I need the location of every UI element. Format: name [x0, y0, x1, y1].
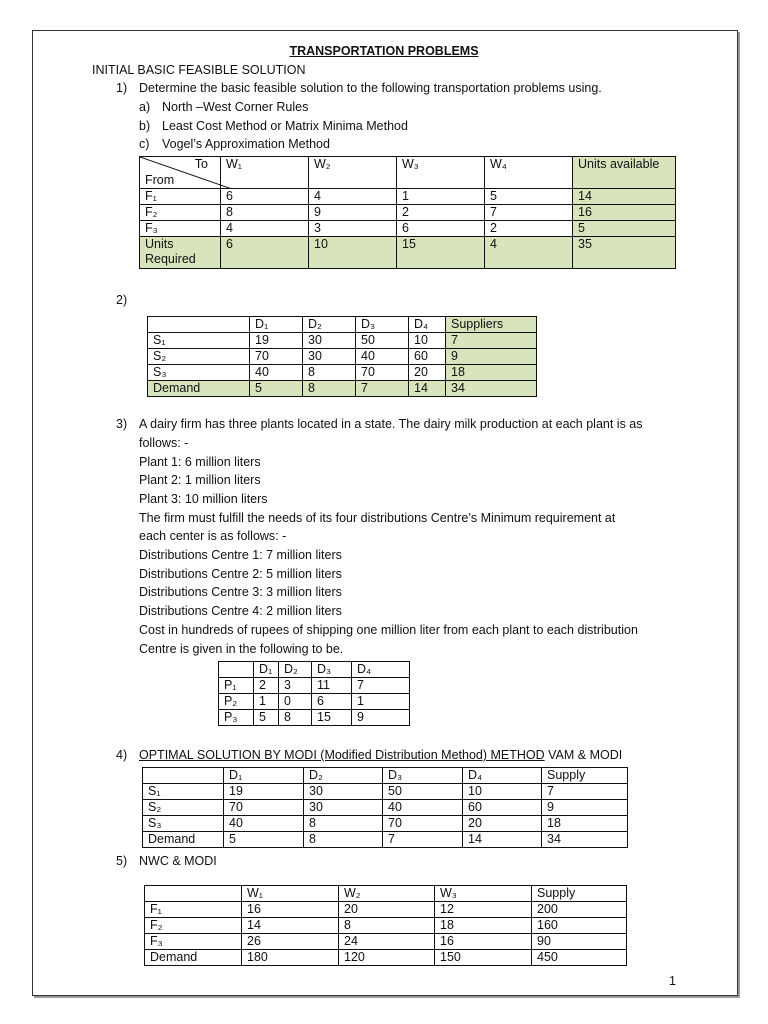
table-row [140, 189, 676, 205]
cell: 8 [221, 205, 309, 221]
cell: 15 [312, 710, 352, 726]
q3-line: Plant 1: 6 million liters [139, 455, 261, 469]
col-header: W₃ [435, 886, 532, 902]
col-header: W₁ [242, 886, 339, 902]
demand-cell: 150 [435, 950, 532, 966]
cell: 14 [242, 918, 339, 934]
demand-cell: 8 [303, 381, 356, 397]
row-label: S₃ [148, 365, 250, 381]
cell: 30 [303, 333, 356, 349]
demand-cell: 6 [221, 237, 309, 269]
supply-cell: 7 [446, 333, 537, 349]
col-header: D₁ [254, 662, 279, 678]
row-label: S₃ [143, 816, 224, 832]
cell: 1 [397, 189, 485, 205]
cell: 11 [312, 678, 352, 694]
cell: 19 [224, 784, 304, 800]
cell: 30 [303, 349, 356, 365]
cell: 60 [409, 349, 446, 365]
q5-number: 5) [116, 854, 128, 868]
cell: 40 [383, 800, 463, 816]
demand-cell: 14 [463, 832, 542, 848]
table-row [219, 710, 410, 726]
table-row [140, 221, 676, 237]
q3-line: each center is as follows: - [139, 529, 287, 543]
q2-table [147, 316, 537, 397]
table-header-row [145, 886, 627, 902]
supply-header: Suppliers [446, 317, 537, 333]
cell: 7 [352, 678, 410, 694]
demand-cell: 7 [356, 381, 409, 397]
cell: 1 [254, 694, 279, 710]
demand-cell: 180 [242, 950, 339, 966]
cell: 2 [254, 678, 279, 694]
row-label: S₂ [148, 349, 250, 365]
table-header-row [148, 317, 537, 333]
q3-number: 3) [116, 417, 128, 431]
cell: 40 [224, 816, 304, 832]
cell: 70 [224, 800, 304, 816]
q4-heading-underlined: OPTIMAL SOLUTION BY MODI (Modified Distribution Method) METHOD [139, 748, 545, 762]
supply-cell: 200 [532, 902, 627, 918]
q1-method-b: Least Cost Method or Matrix Minima Method [162, 119, 408, 133]
cell: 30 [304, 800, 383, 816]
table-row [143, 800, 628, 816]
table-row [145, 918, 627, 934]
cell: 70 [383, 816, 463, 832]
cell: 2 [485, 221, 573, 237]
q1-method-a: North –West Corner Rules [162, 100, 309, 114]
to-label: To [194, 157, 208, 171]
cell: 12 [435, 902, 532, 918]
q4-number: 4) [116, 748, 128, 762]
row-label: F₃ [140, 221, 221, 237]
col-header: W₁ [221, 157, 309, 189]
cell: 3 [279, 678, 312, 694]
supply-cell: 18 [446, 365, 537, 381]
col-header: W₂ [309, 157, 397, 189]
q3-line: Plant 3: 10 million liters [139, 492, 268, 506]
demand-label: Units Required [140, 237, 221, 269]
row-label: F₁ [140, 189, 221, 205]
demand-cell: 120 [339, 950, 435, 966]
row-label: P₂ [219, 694, 254, 710]
col-header: D₄ [352, 662, 410, 678]
row-label: P₃ [219, 710, 254, 726]
cell: 40 [356, 349, 409, 365]
q3-line: follows: - [139, 436, 189, 450]
total-cell: 35 [573, 237, 676, 269]
corner-header [140, 157, 221, 189]
demand-row [140, 237, 676, 269]
cell: 20 [339, 902, 435, 918]
col-header: W₂ [339, 886, 435, 902]
demand-cell: 4 [485, 237, 573, 269]
col-header: D₁ [224, 768, 304, 784]
section-heading: INITIAL BASIC FEASIBLE SOLUTION [92, 63, 306, 77]
cell: 16 [435, 934, 532, 950]
table-row [143, 784, 628, 800]
q5-text: NWC & MODI [139, 854, 217, 868]
supply-header: Supply [532, 886, 627, 902]
table-header-row [140, 157, 676, 189]
supply-header: Units available [573, 157, 676, 189]
table-row [148, 333, 537, 349]
row-label: F₂ [145, 918, 242, 934]
cell: 70 [356, 365, 409, 381]
cell: 19 [250, 333, 303, 349]
demand-cell: 8 [304, 832, 383, 848]
q3-line: The firm must fulfill the needs of its four distributions Centre’s Minimum requirement at [139, 511, 616, 525]
cell: 9 [309, 205, 397, 221]
cell: 4 [309, 189, 397, 205]
col-header: D₄ [463, 768, 542, 784]
col-header: D₂ [279, 662, 312, 678]
cell: 8 [339, 918, 435, 934]
table-row [145, 934, 627, 950]
supply-cell: 7 [542, 784, 628, 800]
table-row [219, 694, 410, 710]
cell: 6 [221, 189, 309, 205]
q3-line: Centre is given in the following to be. [139, 642, 344, 656]
demand-label: Demand [145, 950, 242, 966]
cell: 8 [279, 710, 312, 726]
col-header: W₃ [397, 157, 485, 189]
table-row [148, 349, 537, 365]
row-label: S₁ [143, 784, 224, 800]
table-row [145, 902, 627, 918]
demand-label: Demand [143, 832, 224, 848]
cell: 4 [221, 221, 309, 237]
col-header: D₃ [312, 662, 352, 678]
corner-cell [219, 662, 254, 678]
supply-cell: 9 [542, 800, 628, 816]
q3-line: Distributions Centre 4: 2 million liters [139, 604, 342, 618]
row-label: S₂ [143, 800, 224, 816]
col-header: D₃ [356, 317, 409, 333]
demand-cell: 5 [224, 832, 304, 848]
col-header: D₃ [383, 768, 463, 784]
cell: 0 [279, 694, 312, 710]
table-row [219, 678, 410, 694]
cell: 10 [409, 333, 446, 349]
total-cell: 450 [532, 950, 627, 966]
supply-cell: 5 [573, 221, 676, 237]
q4-heading [139, 748, 622, 762]
corner-cell [143, 768, 224, 784]
demand-cell: 5 [250, 381, 303, 397]
table-header-row [143, 768, 628, 784]
cell: 50 [356, 333, 409, 349]
col-header: D₂ [304, 768, 383, 784]
cell: 16 [242, 902, 339, 918]
page-title: TRANSPORTATION PROBLEMS [289, 44, 479, 58]
supply-cell: 90 [532, 934, 627, 950]
row-label: S₁ [148, 333, 250, 349]
q1-method-c-letter: c) [139, 137, 150, 151]
table-row [148, 365, 537, 381]
cell: 20 [409, 365, 446, 381]
row-label: P₁ [219, 678, 254, 694]
row-label: F₁ [145, 902, 242, 918]
table-row [143, 816, 628, 832]
q4-heading-suffix: VAM & MODI [544, 748, 623, 762]
demand-cell: 10 [309, 237, 397, 269]
total-cell: 34 [446, 381, 537, 397]
cell: 18 [435, 918, 532, 934]
table-row [140, 205, 676, 221]
q1-text: Determine the basic feasible solution to the following transportation problems using. [139, 81, 602, 95]
q3-table [218, 661, 410, 726]
cell: 24 [339, 934, 435, 950]
cell: 1 [352, 694, 410, 710]
supply-cell: 16 [573, 205, 676, 221]
cell: 20 [463, 816, 542, 832]
demand-cell: 15 [397, 237, 485, 269]
col-header: D₂ [303, 317, 356, 333]
q3-line: Cost in hundreds of rupees of shipping one million liter from each plant to each distribution [139, 623, 638, 637]
cell: 40 [250, 365, 303, 381]
cell: 5 [254, 710, 279, 726]
cell: 6 [312, 694, 352, 710]
supply-header: Supply [542, 768, 628, 784]
q1-method-a-letter: a) [139, 100, 151, 114]
cell: 26 [242, 934, 339, 950]
cell: 70 [250, 349, 303, 365]
cell: 8 [303, 365, 356, 381]
q3-line: Distributions Centre 2: 5 million liters [139, 567, 342, 581]
q2-number: 2) [116, 293, 128, 307]
cell: 7 [485, 205, 573, 221]
q3-line: Plant 2: 1 million liters [139, 473, 261, 487]
q3-line: A dairy firm has three plants located in a state. The dairy milk production at each plant is as [139, 417, 643, 431]
supply-cell: 14 [573, 189, 676, 205]
cell: 2 [397, 205, 485, 221]
supply-cell: 18 [542, 816, 628, 832]
demand-row [145, 950, 627, 966]
q1-method-b-letter: b) [139, 119, 151, 133]
col-header: D₄ [409, 317, 446, 333]
cell: 60 [463, 800, 542, 816]
q3-line: Distributions Centre 3: 3 million liters [139, 585, 342, 599]
demand-cell: 7 [383, 832, 463, 848]
supply-cell: 160 [532, 918, 627, 934]
row-label: F₂ [140, 205, 221, 221]
cell: 9 [352, 710, 410, 726]
demand-cell: 14 [409, 381, 446, 397]
corner-cell [145, 886, 242, 902]
cell: 50 [383, 784, 463, 800]
demand-row [148, 381, 537, 397]
corner-cell [148, 317, 250, 333]
supply-cell: 9 [446, 349, 537, 365]
row-label: F₃ [145, 934, 242, 950]
demand-label: Demand [148, 381, 250, 397]
cell: 10 [463, 784, 542, 800]
q5-table [144, 885, 627, 966]
col-header: W₄ [485, 157, 573, 189]
q1-number: 1) [116, 81, 128, 95]
cell: 30 [304, 784, 383, 800]
cell: 3 [309, 221, 397, 237]
cell: 5 [485, 189, 573, 205]
total-cell: 34 [542, 832, 628, 848]
table-header-row [219, 662, 410, 678]
cell: 8 [304, 816, 383, 832]
demand-row [143, 832, 628, 848]
q1-table [139, 156, 676, 269]
from-label: From [145, 173, 175, 187]
q4-table [142, 767, 628, 848]
q3-line: Distributions Centre 1: 7 million liters [139, 548, 342, 562]
cell: 6 [397, 221, 485, 237]
page-number: 1 [669, 974, 676, 988]
col-header: D₁ [250, 317, 303, 333]
q1-method-c: Vogel’s Approximation Method [162, 137, 330, 151]
